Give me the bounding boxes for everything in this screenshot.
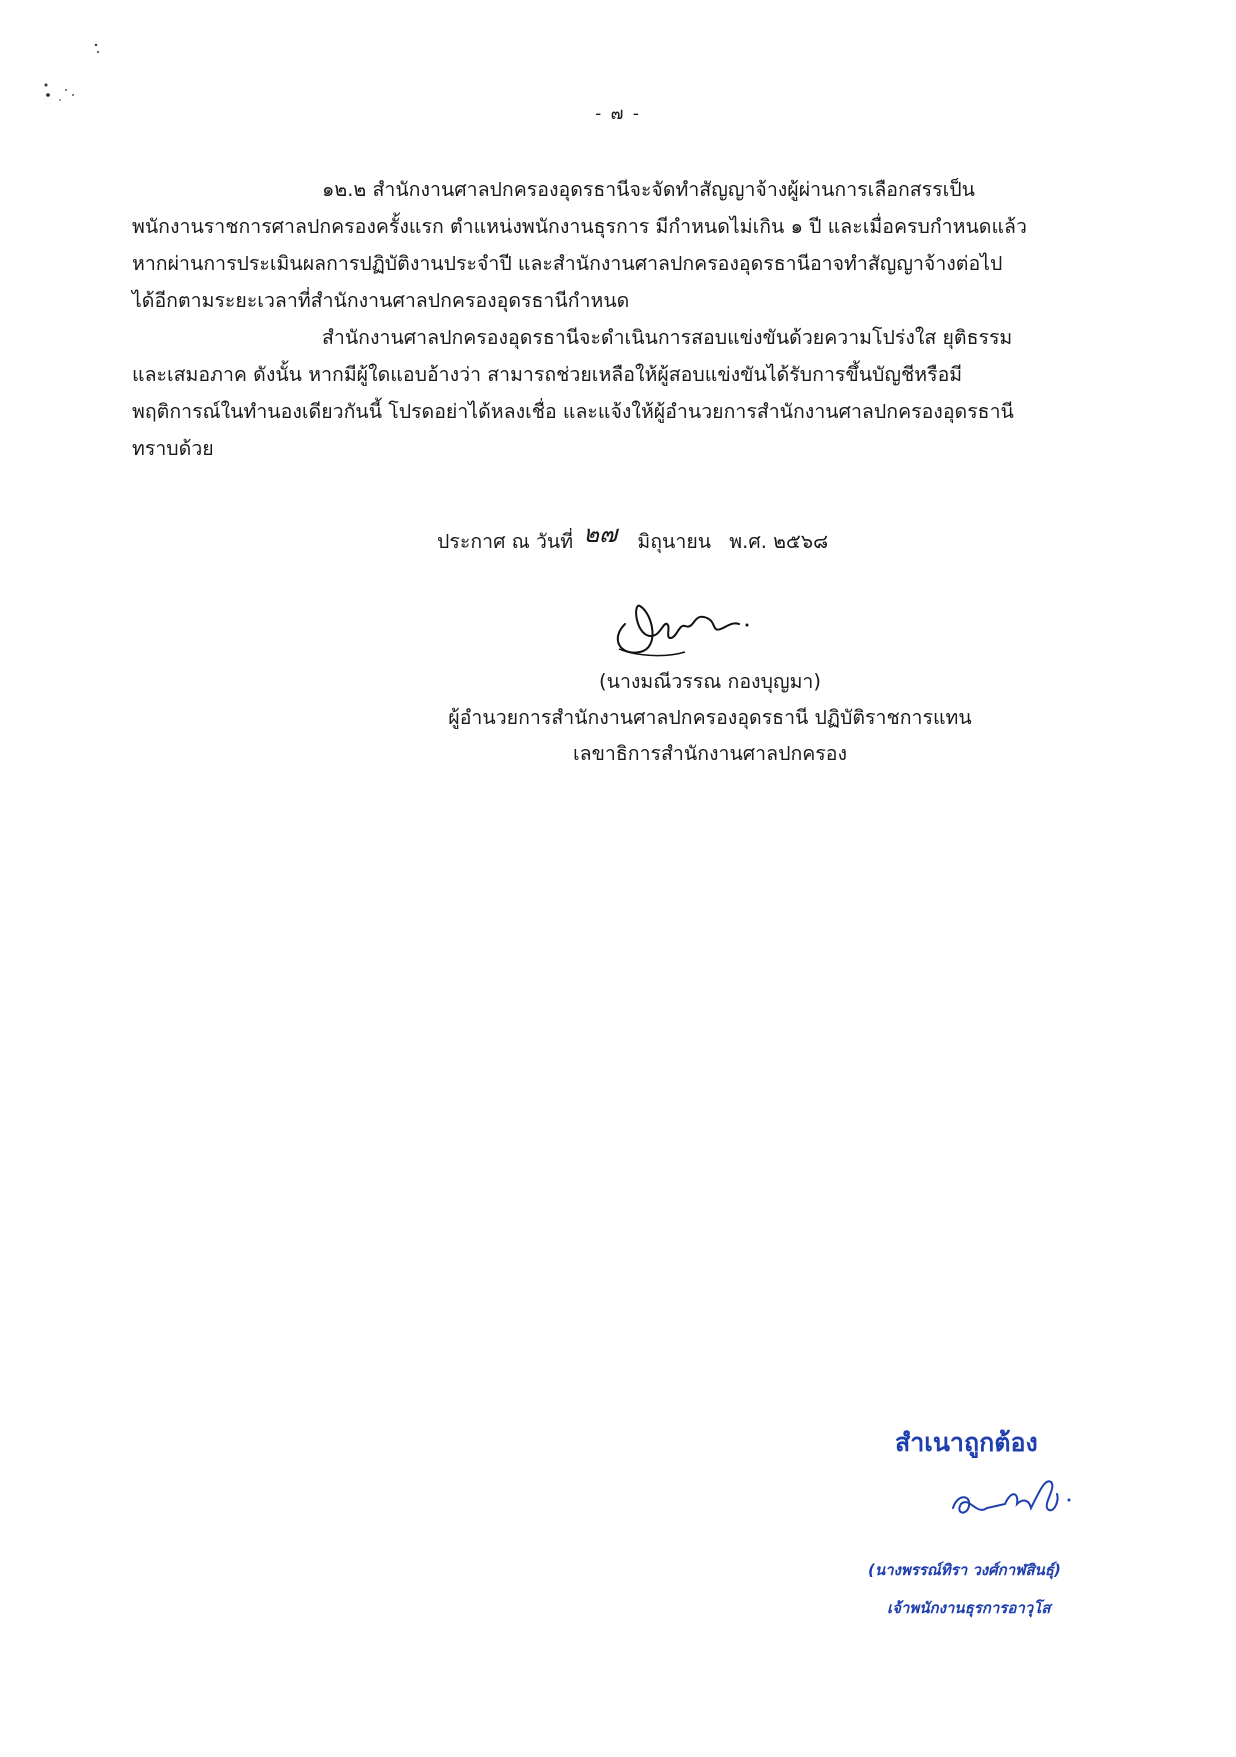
paragraph-line: ทราบด้วย — [132, 437, 214, 460]
announcement-year: พ.ศ. ๒๕๖๘ — [729, 530, 829, 553]
certifier-title: เจ้าพนักงานธุรการอาวุโส — [887, 1599, 1051, 1617]
paragraph-line: พฤติการณ์ในทำนองเดียวกันนี้ โปรดอย่าได้หลงเชื่อ และแจ้งให้ผู้อำนวยการสำนักงานศาลปกครองอุดรธานี — [132, 400, 1014, 423]
paragraph-line: และเสมอภาค ดังนั้น หากมีผู้ใดแอบอ้างว่า สามารถช่วยเหลือให้ผู้สอบแข่งขันได้รับการขึ้นบัญชีหรือมี — [132, 363, 963, 386]
signer-name: (นางมณีวรรณ กองบุญมา) — [599, 670, 821, 693]
announcement-month: มิถุนายน — [637, 530, 712, 553]
signer-title-2: เลขาธิการสำนักงานศาลปกครอง — [572, 742, 848, 765]
announcement-date-line — [437, 520, 828, 559]
signature-director — [605, 594, 765, 664]
paragraph-line: พนักงานราชการศาลปกครองครั้งแรก ตำแหน่งพนักงานธุรการ มีกำหนดไม่เกิน ๑ ปี และเมื่อครบกำหนดแล้ว — [132, 215, 1027, 238]
certifier-name: (นางพรรณ์ทิรา วงศ์กาฬสินธุ์) — [868, 1561, 1061, 1579]
signer-title: ผู้อำนวยการสำนักงานศาลปกครองอุดรธานี ปฏิบัติราชการแทน — [448, 706, 972, 729]
paragraph-line: สำนักงานศาลปกครองอุดรธานีจะดำเนินการสอบแข่งขันด้วยความโปร่งใส ยุติธรรม — [322, 326, 1013, 349]
announcement-prefix: ประกาศ ณ วันที่ — [437, 530, 574, 553]
paragraph-line: ๑๒.๒ สำนักงานศาลปกครองอุดรธานีจะจัดทำสัญญาจ้างผู้ผ่านการเลือกสรรเป็น — [322, 178, 976, 201]
certified-copy-label: สำเนาถูกต้อง — [895, 1428, 1038, 1457]
signer-block — [380, 664, 1040, 772]
paragraph-line: ได้อีกตามระยะเวลาที่สำนักงานศาลปกครองอุดรธานีกำหนด — [132, 289, 630, 312]
paragraph-line: หากผ่านการประเมินผลการปฏิบัติงานประจำปี และสำนักงานศาลปกครองอุดรธานีอาจทำสัญญาจ้างต่อไป — [132, 252, 1003, 275]
announcement-day: ๒๗ — [583, 520, 618, 548]
paragraph-contract — [132, 171, 1082, 319]
signature-certifier — [945, 1470, 1085, 1530]
page-number: - ๗ - — [595, 104, 641, 124]
paragraph-transparency — [132, 319, 1082, 467]
